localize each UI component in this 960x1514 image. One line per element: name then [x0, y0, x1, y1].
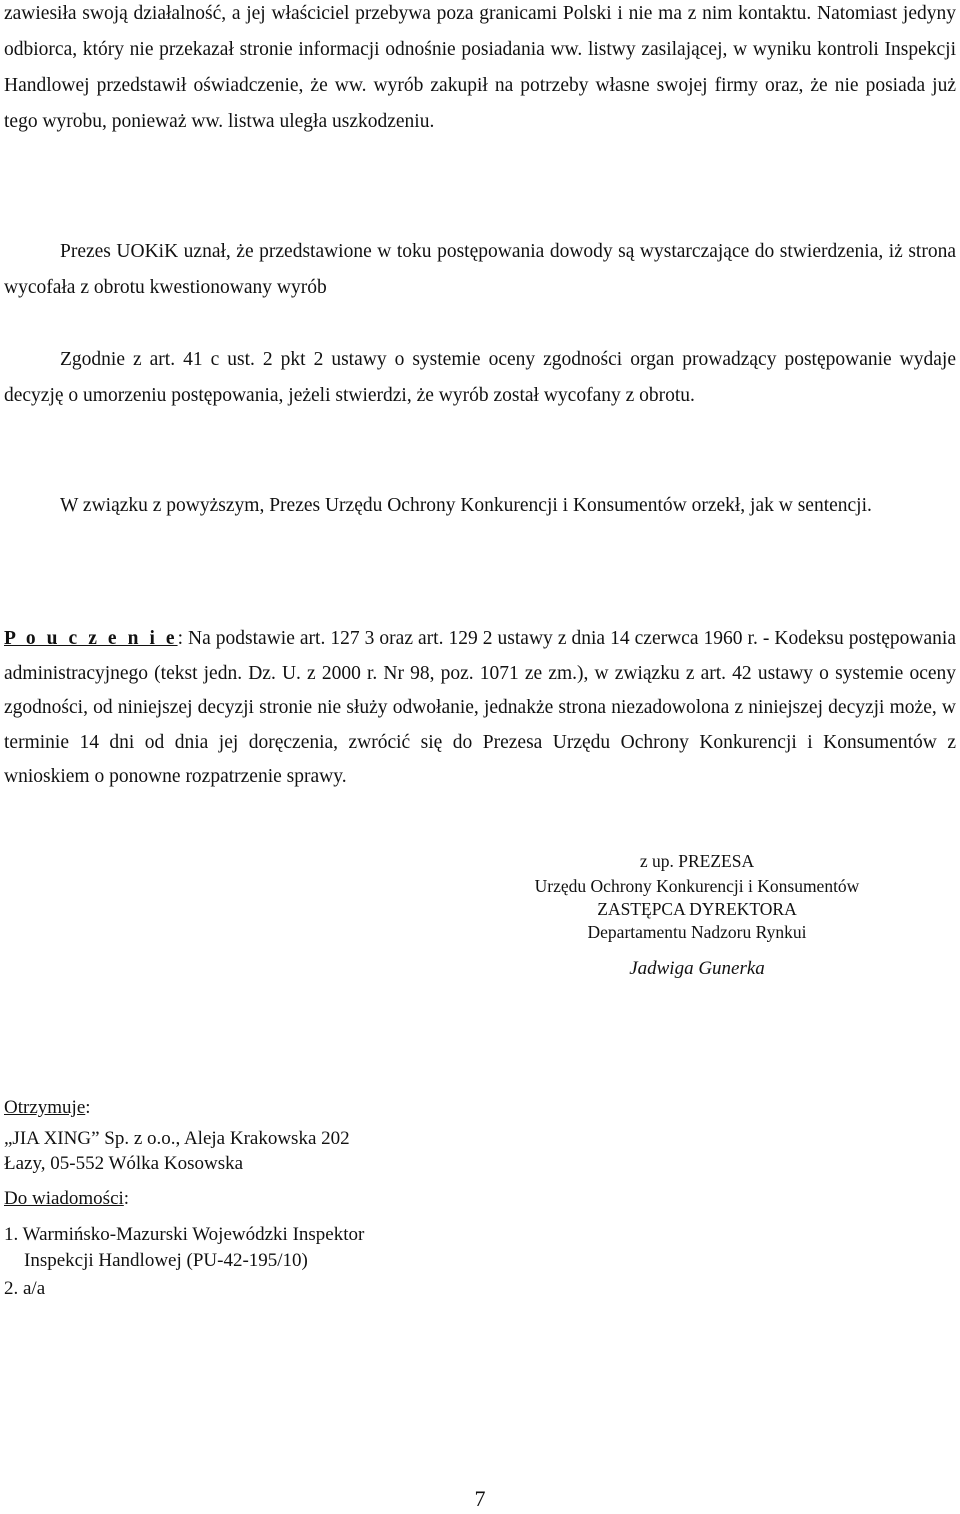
signatory-name: Jadwiga Gunerka: [629, 958, 765, 979]
paragraph-continuation: zawiesiła swoją działalność, a jej właściciel przebywa poza granicami Polski i nie ma z nim kontaktu. Natomiast jedyny odbiorca, który nie przekazał stronie informacji odnośnie posiadania ww. listwy zasilającej, w wyniku kontroli Inspekcji Handlowej przedstawił oświadczenie, że ww. wyrób zakupił na potrzeby własne swojej firmy oraz, że nie posiada już tego wyrobu, ponieważ ww. listwa uległa uszkodzeniu.: [4, 3, 956, 132]
recipients-heading: Otrzymuje:: [4, 1097, 91, 1118]
recipient-line-1: „JIA XING” Sp. z o.o., Aleja Krakowska 202: [4, 1128, 350, 1149]
paragraph-sentencja: W związku z powyższym, Prezes Urzędu Ochrony Konkurencji i Konsumentów orzekł, jak w sentencji.: [60, 495, 872, 516]
signature-line-zastepca: ZASTĘPCA DYREKTORA: [597, 899, 797, 919]
pouczenie-heading: P o u c z e n i e: [4, 628, 178, 649]
signature-line-urzad: Urzędu Ochrony Konkurencji i Konsumentów: [534, 876, 860, 896]
cc-item-1: 1. Warmińsko-Mazurski Wojewódzki Inspektor: [4, 1224, 365, 1245]
recipient-line-2: Łazy, 05-552 Wólka Kosowska: [4, 1153, 244, 1174]
cc-heading: Do wiadomości:: [4, 1188, 130, 1209]
paragraph-pouczenie: P o u c z e n i e: Na podstawie art. 127 3 oraz art. 129 2 ustawy z dnia 14 czerwca 1960 r. - Kodeksu postępowania administracyjnego (tekst jedn. Dz. U. z 2000 r. Nr 98, poz. 1071 ze zm.), w związku z art. 42 ustawy o systemie oceny zgodności, od niniejszej decyzji stronie nie służy odwołanie, jednakże strona niezadowolona z niniejszej decyzji może, w terminie 14 dni od dnia jej doręczenia, zwrócić się do Prezesa Urzędu Ochrony Konkurencji i Konsumentów z wnioskiem o ponowne rozpatrzenie sprawy.: [4, 628, 956, 787]
page-number: 7: [474, 1486, 486, 1511]
signature-line-departament: Departamentu Nadzoru Rynkui: [587, 922, 807, 942]
paragraph-prezes-uokik: Prezes UOKiK uznał, że przedstawione w toku postępowania dowody są wystarczające do stwierdzenia, iż strona wycofała z obrotu kwestionowany wyrób: [4, 241, 956, 298]
cc-item-2: 2. a/a: [4, 1278, 46, 1299]
cc-item-1-cont: Inspekcji Handlowej (PU-42-195/10): [24, 1250, 308, 1271]
signature-line-up-prezesa: z up. PREZESA: [639, 851, 755, 871]
paragraph-zgodnie: Zgodnie z art. 41 c ust. 2 pkt 2 ustawy o systemie oceny zgodności organ prowadzący postępowanie wydaje decyzję o umorzeniu postępowania, jeżeli stwierdzi, że wyrób został wycofany z obrotu.: [4, 349, 956, 406]
